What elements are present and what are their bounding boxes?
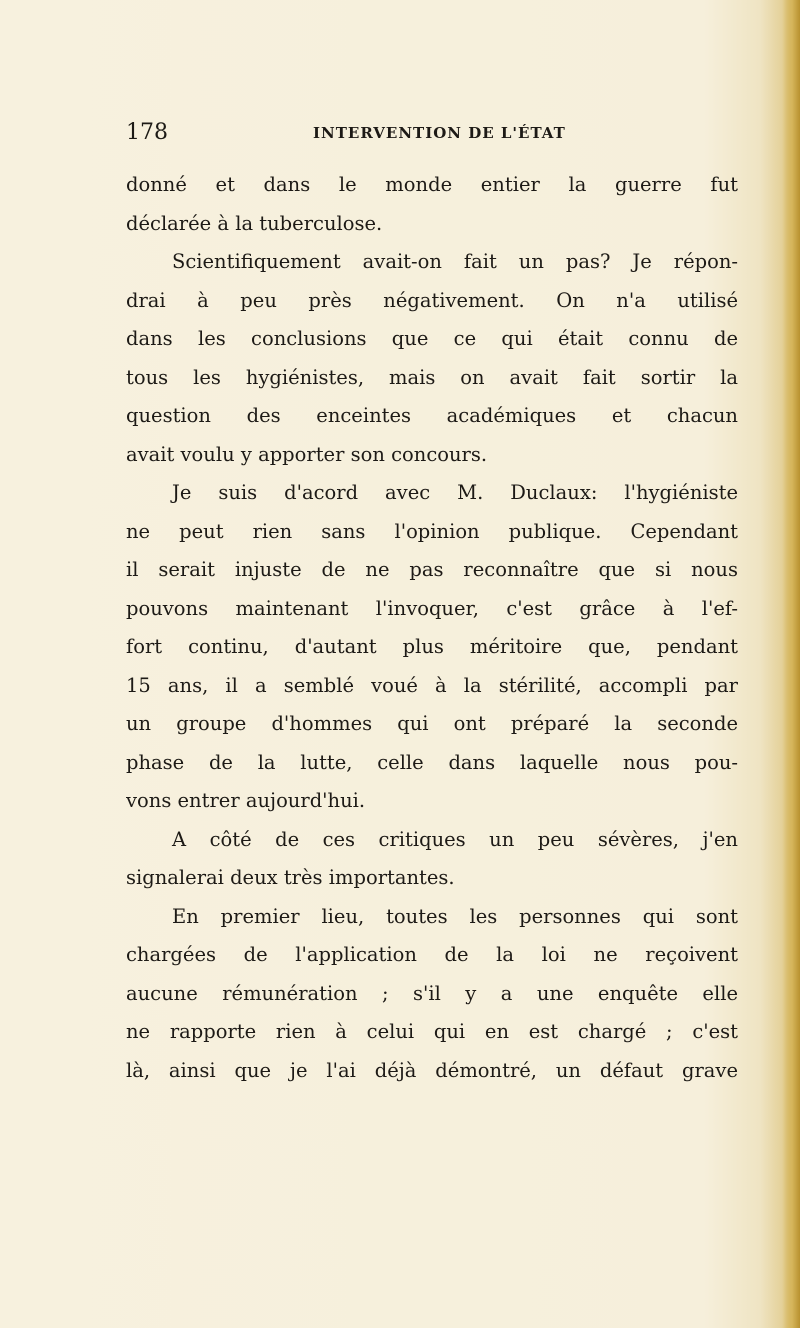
text-line: phase de la lutte, celle dans laquelle nous pou-	[126, 750, 738, 774]
text-line: Je suis d'acord avec M. Duclaux: l'hygiéniste	[172, 481, 738, 504]
text-line: A côté de ces critiques un peu sévères, j'en	[172, 827, 738, 851]
text-line: donné et dans le monde entier la guerre fut	[126, 173, 738, 196]
text-line: aucune rémunération ; s'il y a une enquête elle	[126, 981, 738, 1005]
text-line: avait voulu y apporter son concours.	[126, 442, 488, 466]
body-text	[126, 166, 738, 1090]
text-line: là, ainsi que je l'ai déjà démontré, un défaut grave	[126, 1058, 738, 1082]
text-line: tous les hygiénistes, mais on avait fait sortir la	[126, 365, 738, 389]
text-line: ne peut rien sans l'opinion publique. Cependant	[126, 519, 738, 543]
text-line: déclarée à la tuberculose.	[126, 211, 383, 235]
text-line: chargées de l'application de la loi ne reçoivent	[126, 943, 738, 966]
page-number: 178	[126, 120, 168, 145]
running-title: INTERVENTION DE L'ÉTAT	[313, 124, 566, 142]
text-line: un groupe d'hommes qui ont préparé la seconde	[126, 712, 738, 735]
text-line: signalerai deux très importantes.	[126, 866, 455, 889]
text-line: vons entrer aujourd'hui.	[126, 789, 366, 812]
text-line: il serait injuste de ne pas reconnaître que si nous	[126, 558, 738, 581]
text-line: Scientifiquement avait-on fait un pas? Je répon-	[172, 250, 738, 273]
page-edge	[782, 0, 800, 1328]
text-line: fort continu, d'autant plus méritoire que, pendant	[126, 635, 738, 658]
text-line: dans les conclusions que ce qui était connu de	[126, 327, 738, 350]
text-line: 15 ans, il a semblé voué à la stérilité, accompli par	[126, 673, 738, 697]
text-line: pouvons maintenant l'invoquer, c'est grâce à l'ef-	[126, 596, 738, 620]
page-header	[126, 120, 736, 150]
text-line: drai à peu près négativement. On n'a utilisé	[126, 288, 738, 312]
text-line: question des enceintes académiques et chacun	[126, 404, 738, 427]
text-line: En premier lieu, toutes les personnes qui sont	[172, 904, 738, 928]
text-line: ne rapporte rien à celui qui en est chargé ; c'est	[126, 1020, 738, 1043]
